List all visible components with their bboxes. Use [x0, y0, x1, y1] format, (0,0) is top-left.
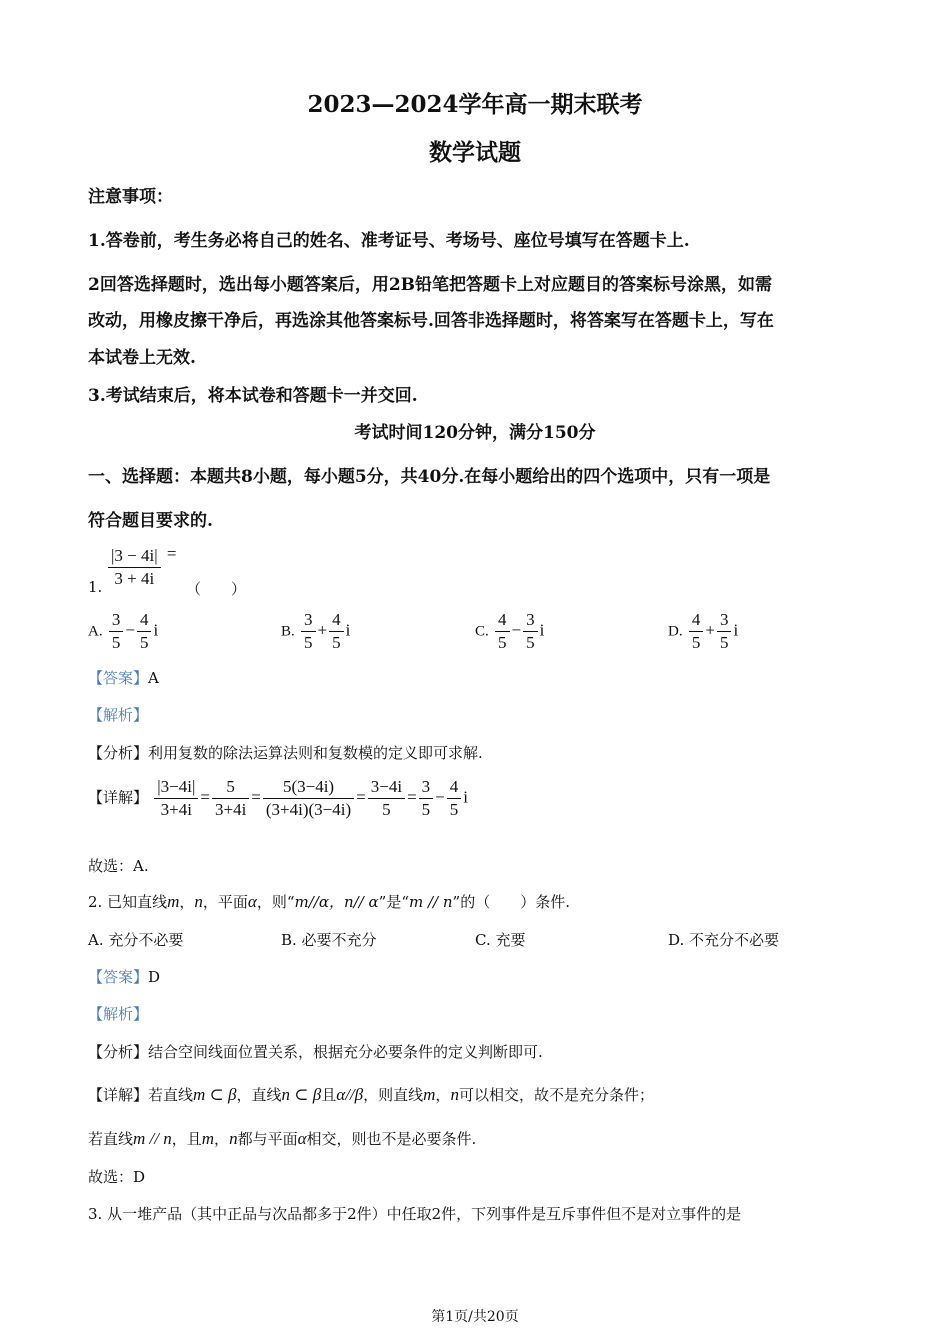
q2-line2-alpha: α: [297, 1129, 307, 1148]
q2-line2-part3: ，: [214, 1130, 230, 1148]
q2-line2-part2: ，且: [171, 1130, 202, 1148]
q1-detail-frac4-num: 3−4i: [368, 776, 405, 799]
q2-detail-part3: 且: [321, 1086, 337, 1104]
q1-option-c-den2: 5: [526, 633, 535, 652]
q1-option-d-op: +: [705, 620, 715, 640]
q1-option-b-frac2: [329, 609, 344, 654]
q2-fenxi-text: 结合空间线面位置关系，根据充分必要条件的定义判断即可.: [148, 1043, 543, 1061]
q1-detail-frac2-den: 3+4i: [214, 800, 247, 819]
q2-detail-line-1: [88, 1084, 654, 1105]
q1-option-b-i: i: [345, 620, 351, 640]
q1-detail-eq4: =: [407, 787, 417, 807]
q2-option-b[interactable]: B. 必要不充分: [281, 931, 377, 949]
q2-analysis-tag: 【解析】: [88, 1005, 149, 1023]
q1-answer-value: A: [148, 669, 159, 687]
q1-detail-frac5-num: 3: [419, 776, 434, 799]
q1-option-a-den1: 5: [111, 633, 121, 652]
q2-line2-m-parallel-n: m // n: [133, 1129, 172, 1148]
q1-fraction-denominator: 3 + 4i: [114, 568, 155, 588]
q2-answer: [88, 966, 160, 987]
q2-detail-part2: ，直线: [236, 1086, 282, 1104]
q1-option-b-frac1: [301, 609, 316, 654]
q2-stem-alpha: α: [247, 892, 257, 911]
q2-line2-part1: 若直线: [88, 1130, 134, 1148]
q1-detail-frac2: [212, 776, 249, 821]
q1-detail-frac4-den: 5: [382, 800, 391, 819]
q1-answer-tag: 【答案】: [88, 669, 149, 687]
q2-stem-part3: ，则“: [256, 893, 295, 911]
q2-line2-n: n: [229, 1129, 238, 1148]
q2-fenxi-tag: 【分析】: [88, 1043, 149, 1061]
q1-option-b-op: +: [317, 620, 328, 640]
q1-option-c-i: i: [539, 620, 545, 640]
q2-stem-n: n: [194, 892, 203, 911]
q2-detail-line-2: [88, 1128, 476, 1149]
q1-option-a-frac2: [137, 609, 152, 654]
q2-line2-part5: 相交，则也不是必要条件.: [306, 1130, 477, 1148]
q1-option-b-num2: 4: [329, 609, 344, 632]
q1-option-a-op: −: [125, 620, 135, 640]
q1-equals: =: [166, 544, 177, 563]
q2-stem-m: m: [167, 892, 180, 911]
q1-option-d-num1: 4: [689, 609, 704, 632]
q1-option-c-num1: 4: [495, 609, 510, 632]
q2-detail-m-subset-beta: m ⊂ β: [193, 1085, 237, 1104]
q1-blank: （ ）: [186, 580, 247, 598]
q1-option-c-num2: 3: [523, 609, 538, 632]
q1-fraction: [108, 545, 161, 590]
q1-option-a-frac1: [109, 609, 124, 654]
q1-detail-frac5: [419, 776, 434, 821]
q2-stem-comma: ，: [179, 893, 195, 911]
section-heading-line-1: 一、选择题：本题共8小题，每小题5分，共40分.在每小题给出的四个选项中，只有一项是: [88, 467, 771, 487]
q1-option-a-den2: 5: [139, 633, 149, 652]
q2-detail-m: m: [423, 1085, 436, 1104]
q2-detail-part6: 可以相交，故不是充分条件；: [458, 1086, 654, 1104]
q2-fenxi: [88, 1041, 543, 1062]
q1-option-d-num2: 3: [717, 609, 732, 632]
q1-detail-frac1: [154, 776, 198, 821]
q1-detail-frac6-den: 5: [449, 800, 459, 819]
q1-option-c-label: C.: [475, 623, 489, 640]
q1-detail-frac6-num: 4: [447, 776, 462, 799]
q1-conclusion: 故选：A.: [88, 857, 149, 875]
q2-stem-cond1: m//α，n// α: [294, 893, 379, 911]
q1-option-d-i: i: [733, 620, 739, 640]
q1-option-d[interactable]: [668, 609, 738, 654]
q1-option-a-label: A.: [88, 623, 103, 640]
q2-stem: [88, 891, 570, 912]
q1-option-c-frac1: [495, 609, 510, 654]
notice-item-2-line-2: 改动，用橡皮擦干净后，再选涂其他答案标号.回答非选择题时，将答案写在答题卡上，写在: [88, 311, 774, 331]
q1-option-b-label: B.: [281, 623, 295, 640]
q1-fenxi: [88, 742, 483, 763]
section-heading-line-2: 符合题目要求的.: [88, 511, 213, 531]
q2-detail-part4: ，则直线: [363, 1086, 424, 1104]
q1-option-b[interactable]: [281, 609, 350, 654]
q2-option-a[interactable]: A. 充分不必要: [88, 931, 184, 949]
q1-fenxi-tag: 【分析】: [88, 744, 149, 762]
q1-option-b-num1: 3: [301, 609, 316, 632]
q1-answer: [88, 667, 159, 688]
exam-subtitle: 数学试题: [429, 139, 521, 166]
q1-option-a-i: i: [153, 620, 159, 640]
q2-detail-alpha-parallel-beta: α//β: [336, 1085, 364, 1104]
q1-option-a[interactable]: [88, 609, 158, 654]
q2-stem-part4: ”是“: [378, 893, 409, 911]
q2-stem-part5: ”的（ ）条件.: [452, 893, 570, 911]
q1-option-b-den2: 5: [332, 633, 341, 652]
notice-item-3: 3.考试结束后，将本试卷和答题卡一并交回.: [88, 386, 418, 406]
q1-number: 1.: [88, 578, 103, 596]
q2-stem-cond2: m // n: [409, 893, 453, 911]
q1-option-a-num1: 3: [109, 609, 124, 632]
notice-item-2-line-1: 2回答选择题时，选出每小题答案后，用2B铅笔把答题卡上对应题目的答案标号涂黑，如需: [88, 275, 773, 295]
q1-option-c-den1: 5: [498, 633, 507, 652]
q2-detail-part1: 若直线: [148, 1086, 194, 1104]
q1-detail: [88, 776, 468, 821]
q2-conclusion: 故选：D: [88, 1168, 146, 1186]
q1-option-d-frac1: [689, 609, 704, 654]
q2-answer-tag: 【答案】: [88, 968, 149, 986]
q1-option-d-label: D.: [668, 623, 683, 640]
q1-analysis-tag: 【解析】: [88, 706, 149, 724]
q1-detail-eq1: =: [200, 787, 210, 807]
q3-stem: 3. 从一堆产品（其中正品与次品都多于2件）中任取2件，下列事件是互斥事件但不是对立事件的是: [88, 1205, 742, 1223]
notice-item-2-line-3: 本试卷上无效.: [88, 348, 196, 368]
q2-stem-part1: 2. 已知直线: [88, 893, 168, 911]
q1-detail-frac1-den: 3+4i: [160, 800, 192, 819]
q1-option-d-den2: 5: [719, 633, 729, 652]
exam-time: 考试时间120分钟，满分150分: [354, 423, 596, 443]
q2-answer-value: D: [148, 968, 161, 986]
q1-fraction-numerator: |3 − 4i|: [108, 545, 161, 568]
q2-line2-part4: 都与平面: [237, 1130, 298, 1148]
q1-detail-eq2: =: [251, 787, 261, 807]
q1-detail-frac5-den: 5: [421, 800, 431, 819]
q1-detail-i: i: [463, 787, 468, 807]
page-footer: 第1页/共20页: [431, 1309, 519, 1325]
q1-detail-eq3: =: [356, 787, 366, 807]
q2-option-d[interactable]: D. 不充分不必要: [668, 931, 780, 949]
notice-item-1: 1.答卷前，考生务必将自己的姓名、准考证号、考场号、座位号填写在答题卡上.: [88, 231, 690, 251]
q1-expression: [106, 544, 176, 590]
q1-detail-frac2-num: 5: [212, 776, 249, 799]
q1-fenxi-text: 利用复数的除法运算法则和复数模的定义即可求解.: [148, 744, 483, 762]
q1-detail-op: −: [435, 787, 445, 807]
q1-option-d-den1: 5: [691, 633, 701, 652]
q1-detail-frac1-num: |3−4i|: [154, 776, 198, 799]
q2-stem-part2: ，平面: [202, 893, 248, 911]
q1-detail-frac6: [447, 776, 462, 821]
q1-detail-frac3-num: 5(3−4i): [263, 776, 354, 799]
q1-detail-frac4: [368, 776, 405, 821]
q1-option-c[interactable]: [475, 609, 544, 654]
q2-detail-tag: 【详解】: [88, 1086, 149, 1104]
q1-option-a-num2: 4: [137, 609, 152, 632]
q1-option-c-op: −: [511, 620, 522, 640]
q2-detail-n: n: [450, 1085, 459, 1104]
q1-detail-tag: 【详解】: [88, 790, 149, 807]
q2-line2-m: m: [201, 1129, 215, 1148]
q1-detail-frac3: [263, 776, 354, 821]
notice-heading: 注意事项：: [88, 187, 173, 207]
q1-option-d-frac2: [717, 609, 732, 654]
q2-option-c[interactable]: C. 充要: [475, 931, 526, 949]
exam-title: 2023—2024学年高一期末联考: [307, 91, 643, 118]
q2-detail-part5: ，: [435, 1086, 451, 1104]
q2-detail-n-subset-beta: n ⊂ β: [281, 1085, 322, 1104]
q1-option-b-den1: 5: [304, 633, 313, 652]
q1-option-c-frac2: [523, 609, 538, 654]
q1-detail-frac3-den: (3+4i)(3−4i): [265, 800, 352, 819]
